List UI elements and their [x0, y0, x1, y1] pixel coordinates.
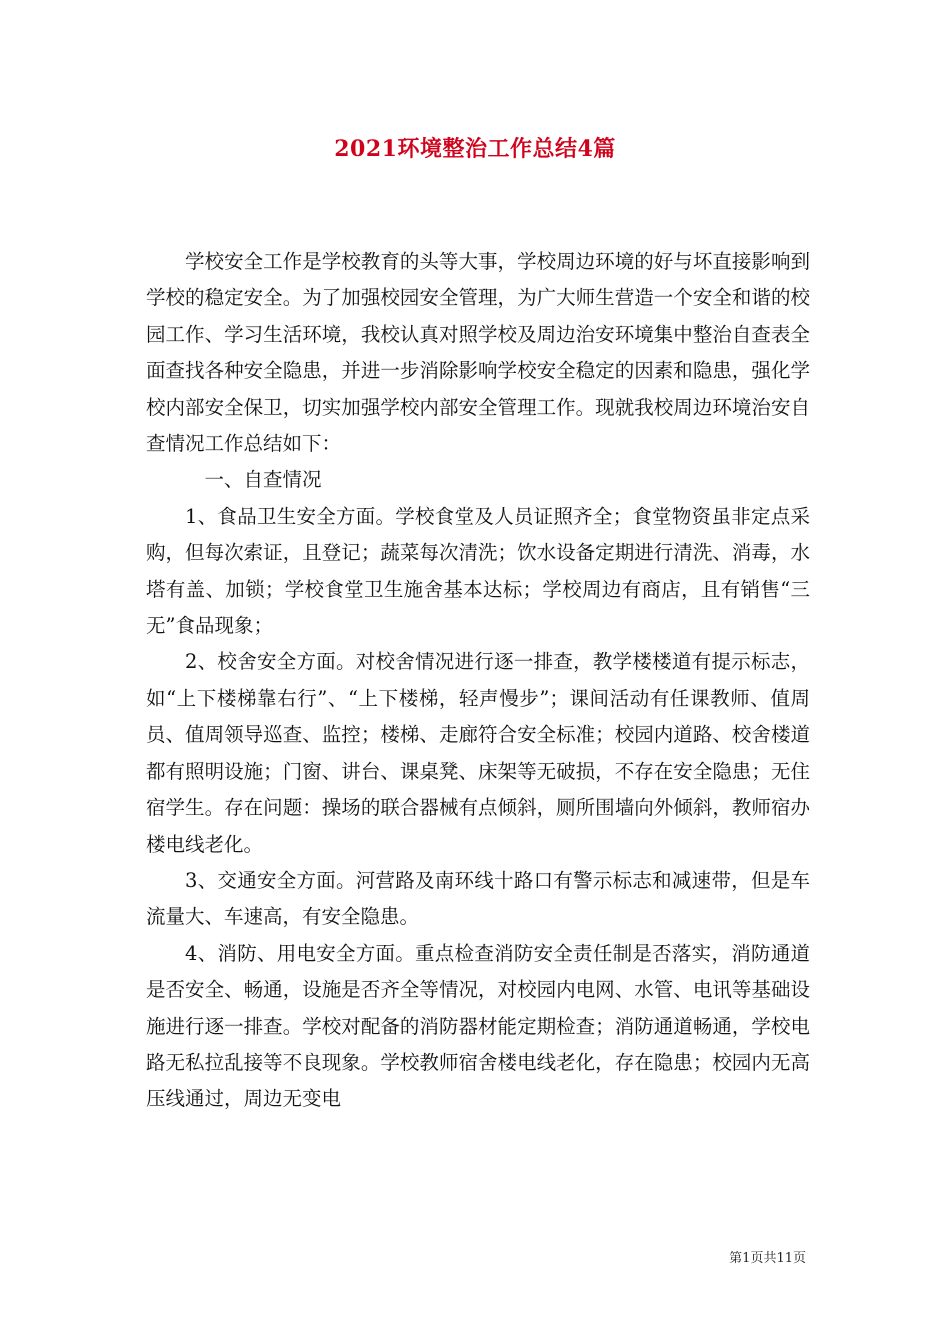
paragraph-building-safety: 2、校舍安全方面。对校舍情况进行逐一排查，教学楼楼道有提示标志，如“上下楼梯靠右行”、“上下楼梯，轻声慢步”；课间活动有任课教师、值周员、值周领导巡查、监控；楼梯、走廊符合安全标准；校园内道路、校舍楼道都有照明设施；门窗、讲台、课桌凳、床架等无破损，不存在安全隐患；无住宿学生。存在问题：操场的联合器械有点倾斜，厕所围墙向外倾斜，教师宿办楼电线老化。	[146, 650, 810, 856]
document-body	[146, 244, 810, 1118]
paragraph-intro: 学校安全工作是学校教育的头等大事，学校周边环境的好与坏直接影响到学校的稳定安全。为了加强校园安全管理，为广大师生营造一个安全和谐的校园工作、学习生活环境，我校认真对照学校及周边治安环境集中整治自查表全面查找各种安全隐患，并进一步消除影响学校安全稳定的因素和隐患，强化学校内部安全保卫，切实加强学校内部安全管理工作。现就我校周边环境治安自查情况工作总结如下：	[146, 250, 810, 456]
page-number-footer: 第1页共11页	[729, 1251, 806, 1266]
paragraph-traffic-safety: 3、交通安全方面。河营路及南环线十路口有警示标志和减速带，但是车流量大、车速高，有安全隐患。	[146, 868, 810, 929]
document-title: 2021环境整治工作总结4篇	[334, 136, 616, 162]
paragraph-fire-electric-safety: 4、消防、用电安全方面。重点检查消防安全责任制是否落实，消防通道是否安全、畅通，设施是否齐全等情况，对校园内电网、水管、电讯等基础设施进行逐一排查。学校对配备的消防器材能定期检查；消防通道畅通，学校电路无私拉乱接等不良现象。学校教师宿舍楼电线老化，存在隐患；校园内无高压线通过，周边无变电	[146, 941, 810, 1111]
section-heading-self-check: 一、自查情况	[204, 468, 322, 492]
paragraph-food-safety: 1、食品卫生安全方面。学校食堂及人员证照齐全；食堂物资虽非定点采购，但每次索证，且登记；蔬菜每次清洗；饮水设备定期进行清洗、消毒，水塔有盖、加锁；学校食堂卫生施舍基本达标；学校周边有商店，且有销售“三无”食品现象；	[146, 504, 810, 638]
